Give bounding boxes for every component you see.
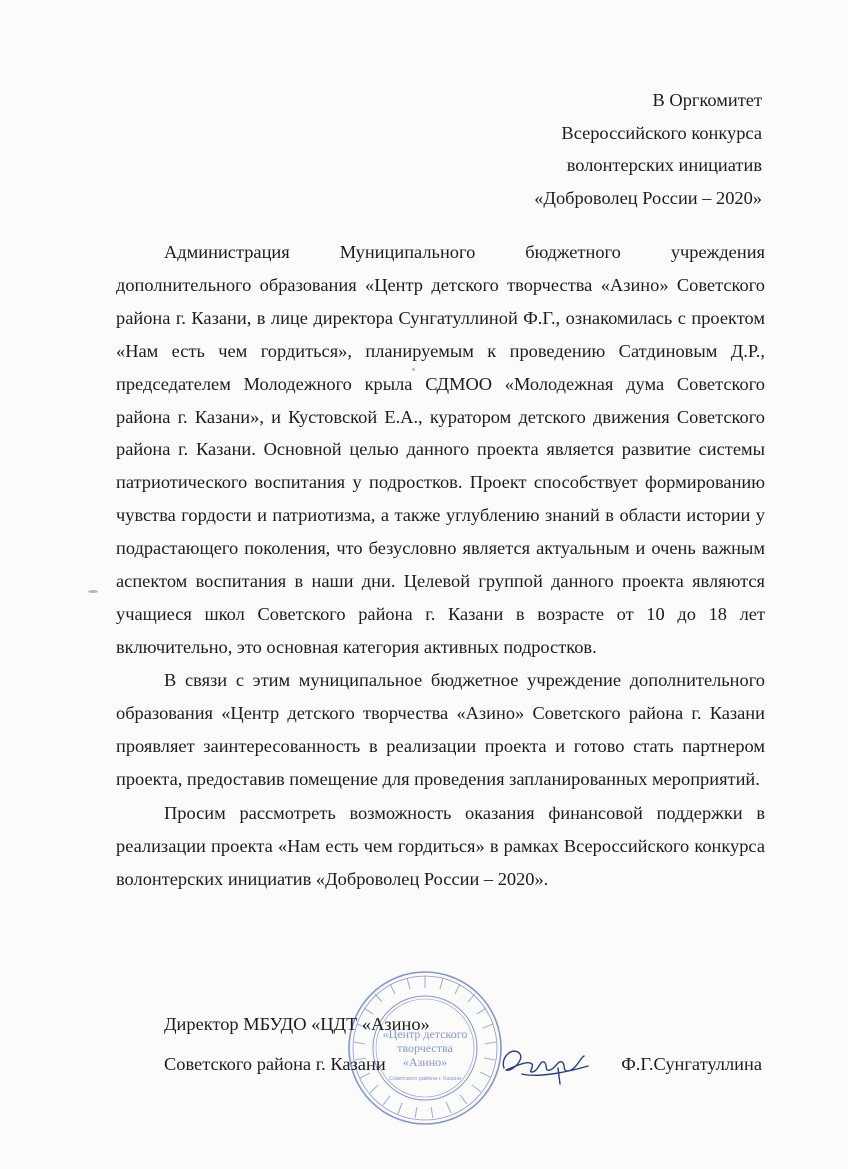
stamp-text-line-1: «Центр детского — [382, 1027, 468, 1041]
stamp-text-line-3: «Азино» — [402, 1055, 448, 1069]
addressee-line-4: «Доброволец России – 2020» — [534, 187, 762, 208]
scan-speck — [412, 368, 415, 371]
signer-name: Ф.Г.Сунгатуллина — [621, 1054, 762, 1074]
handwritten-signature — [498, 1038, 593, 1090]
stamp-text-line-2: творчества — [397, 1041, 453, 1055]
paragraph-1: Администрация Муниципального бюджетного учреждения дополнительного образования «Центр детского творчества «Азино» Советского района г. Казани, в лице директора Сунгатуллиной Ф.Г., ознакомилась с проектом «Нам есть чем гордиться», планируемым к проведению Сатдиновым Д.Р., председателем Молодежного крыла СДМОО «Молодежная дума Советского района г. Казани», и Кустовской Е.А., куратором детского движения Советского района г. Казани. Основной целью данного проекта является развитие системы патриотического воспитания у подростков. Проект способствует формированию чувства гордости и патриотизма, а также углублению знаний в области истории у подрастающего поколения, что безусловно является актуальным и очень важным аспектом воспитания в наши дни. Целевой группой данного проекта являются учащиеся школ Советского района г. Казани в возрасте от 10 до 18 лет включительно, это основная категория активных подростков. — [116, 242, 765, 657]
addressee-block — [534, 84, 762, 214]
signer-title-line-2: Советского района г. Казани — [164, 1054, 386, 1074]
paragraph-3: Просим рассмотреть возможность оказания финансовой поддержки в реализации проекта «Нам есть чем гордиться» в рамках Всероссийского конкурса волонтерских инициатив «Доброволец России – 2020». — [116, 803, 765, 890]
letter-body — [116, 236, 765, 898]
addressee-line-1: В Оргкомитет — [652, 90, 762, 110]
addressee-line-3: волонтерских инициатив — [566, 155, 762, 175]
signer-title-line-1: Директор МБУДО «ЦДТ «Азино» — [164, 1014, 430, 1034]
addressee-line-2: Всероссийского конкурса — [561, 122, 762, 143]
scan-speck — [88, 590, 98, 593]
paragraph-2: В связи с этим муниципальное бюджетное учреждение дополнительного образования «Центр детского творчества «Азино» Советского района г. Казани проявляет заинтересованность в реализации проекта и готово стать партнером проекта, предоставив помещение для проведения запланированных мероприятий. — [116, 669, 765, 789]
official-stamp — [345, 968, 505, 1128]
stamp-text-small: Советского района г. Казани — [388, 1076, 462, 1082]
